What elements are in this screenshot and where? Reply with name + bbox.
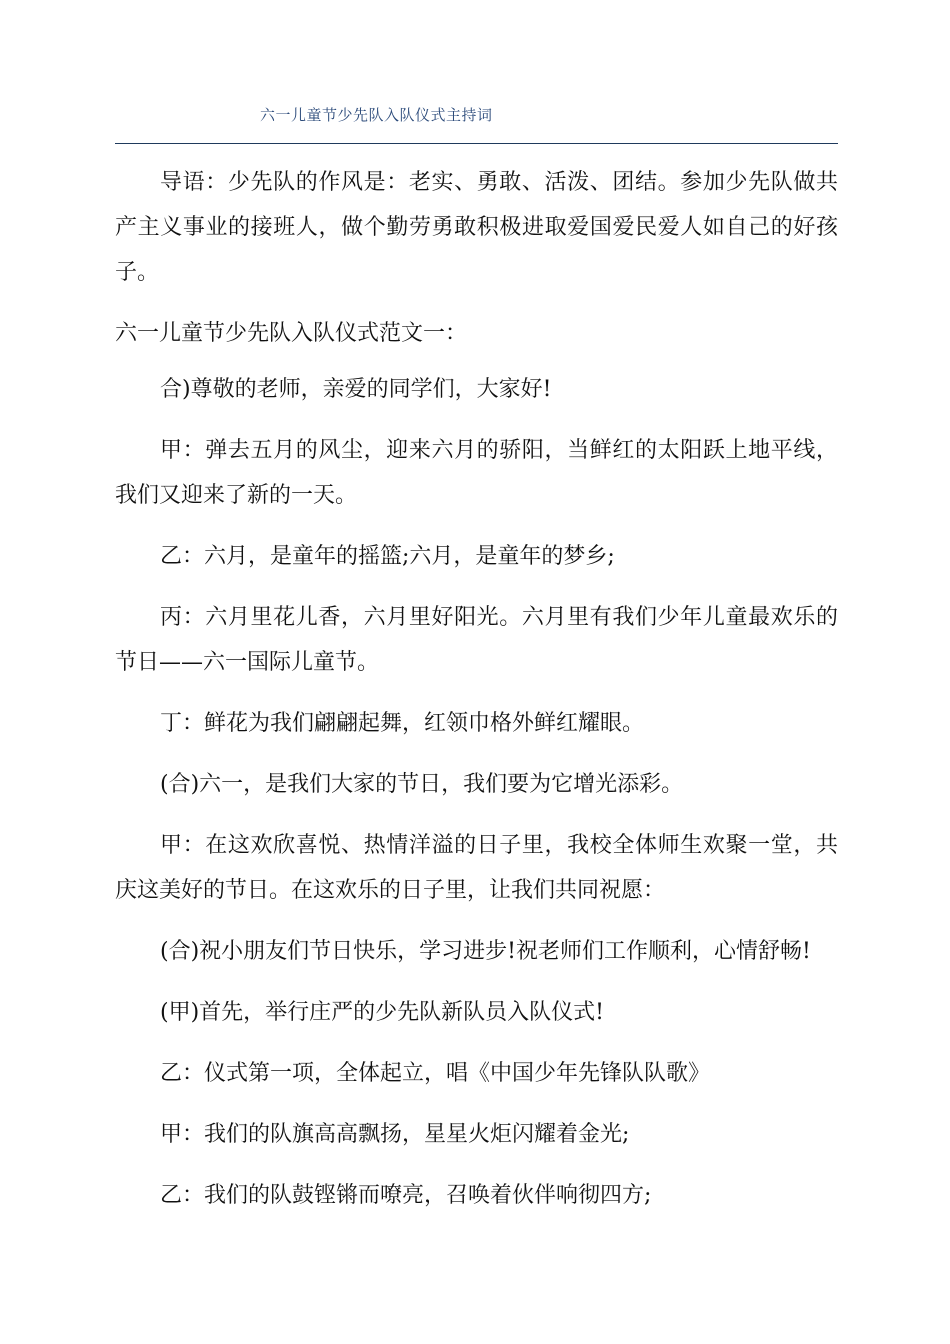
header-title: 六一儿童节少先队入队仪式主持词 [260,106,493,124]
intro-paragraph: 导语：少先队的作风是：老实、勇敢、活泼、团结。参加少先队做共产主义事业的接班人，做个勤劳勇敢积极进取爱国爱民爱人如自己的好孩子。 [115,170,838,285]
paragraph-9: (甲)首先，举行庄严的少先队新队员入队仪式! [160,1000,605,1025]
paragraph-1: 合)尊敬的老师，亲爱的同学们，大家好! [160,377,552,402]
paragraph-10: 乙：仪式第一项，全体起立，唱《中国少年先锋队队歌》 [160,1061,711,1086]
paragraph-4: 丙：六月里花儿香，六月里好阳光。六月里有我们少年儿童最欢乐的节日——六一国际儿童节。 [115,605,838,675]
paragraph-2: 甲：弹去五月的风尘，迎来六月的骄阳，当鲜红的太阳跃上地平线，我们又迎来了新的一天。 [115,438,838,508]
page-header [115,0,838,144]
paragraph-6: (合)六一，是我们大家的节日，我们要为它增光添彩。 [160,772,684,797]
paragraph-8: (合)祝小朋友们节日快乐，学习进步!祝老师们工作顺利，心情舒畅! [160,939,811,964]
paragraph-12: 乙：我们的队鼓铿锵而嘹亮，召唤着伙伴响彻四方; [160,1183,652,1208]
paragraph-5: 丁：鲜花为我们翩翩起舞，红领巾格外鲜红耀眼。 [160,711,645,736]
document-body [115,160,838,1234]
paragraph-11: 甲：我们的队旗高高飘扬，星星火炬闪耀着金光; [160,1122,630,1147]
paragraph-7: 甲：在这欢欣喜悦、热情洋溢的日子里，我校全体师生欢聚一堂，共庆这美好的节日。在这欢乐的日子里，让我们共同祝愿： [115,833,838,903]
paragraph-3: 乙：六月，是童年的摇篮;六月，是童年的梦乡; [160,544,615,569]
section-title: 六一儿童节少先队入队仪式范文一： [115,321,468,346]
